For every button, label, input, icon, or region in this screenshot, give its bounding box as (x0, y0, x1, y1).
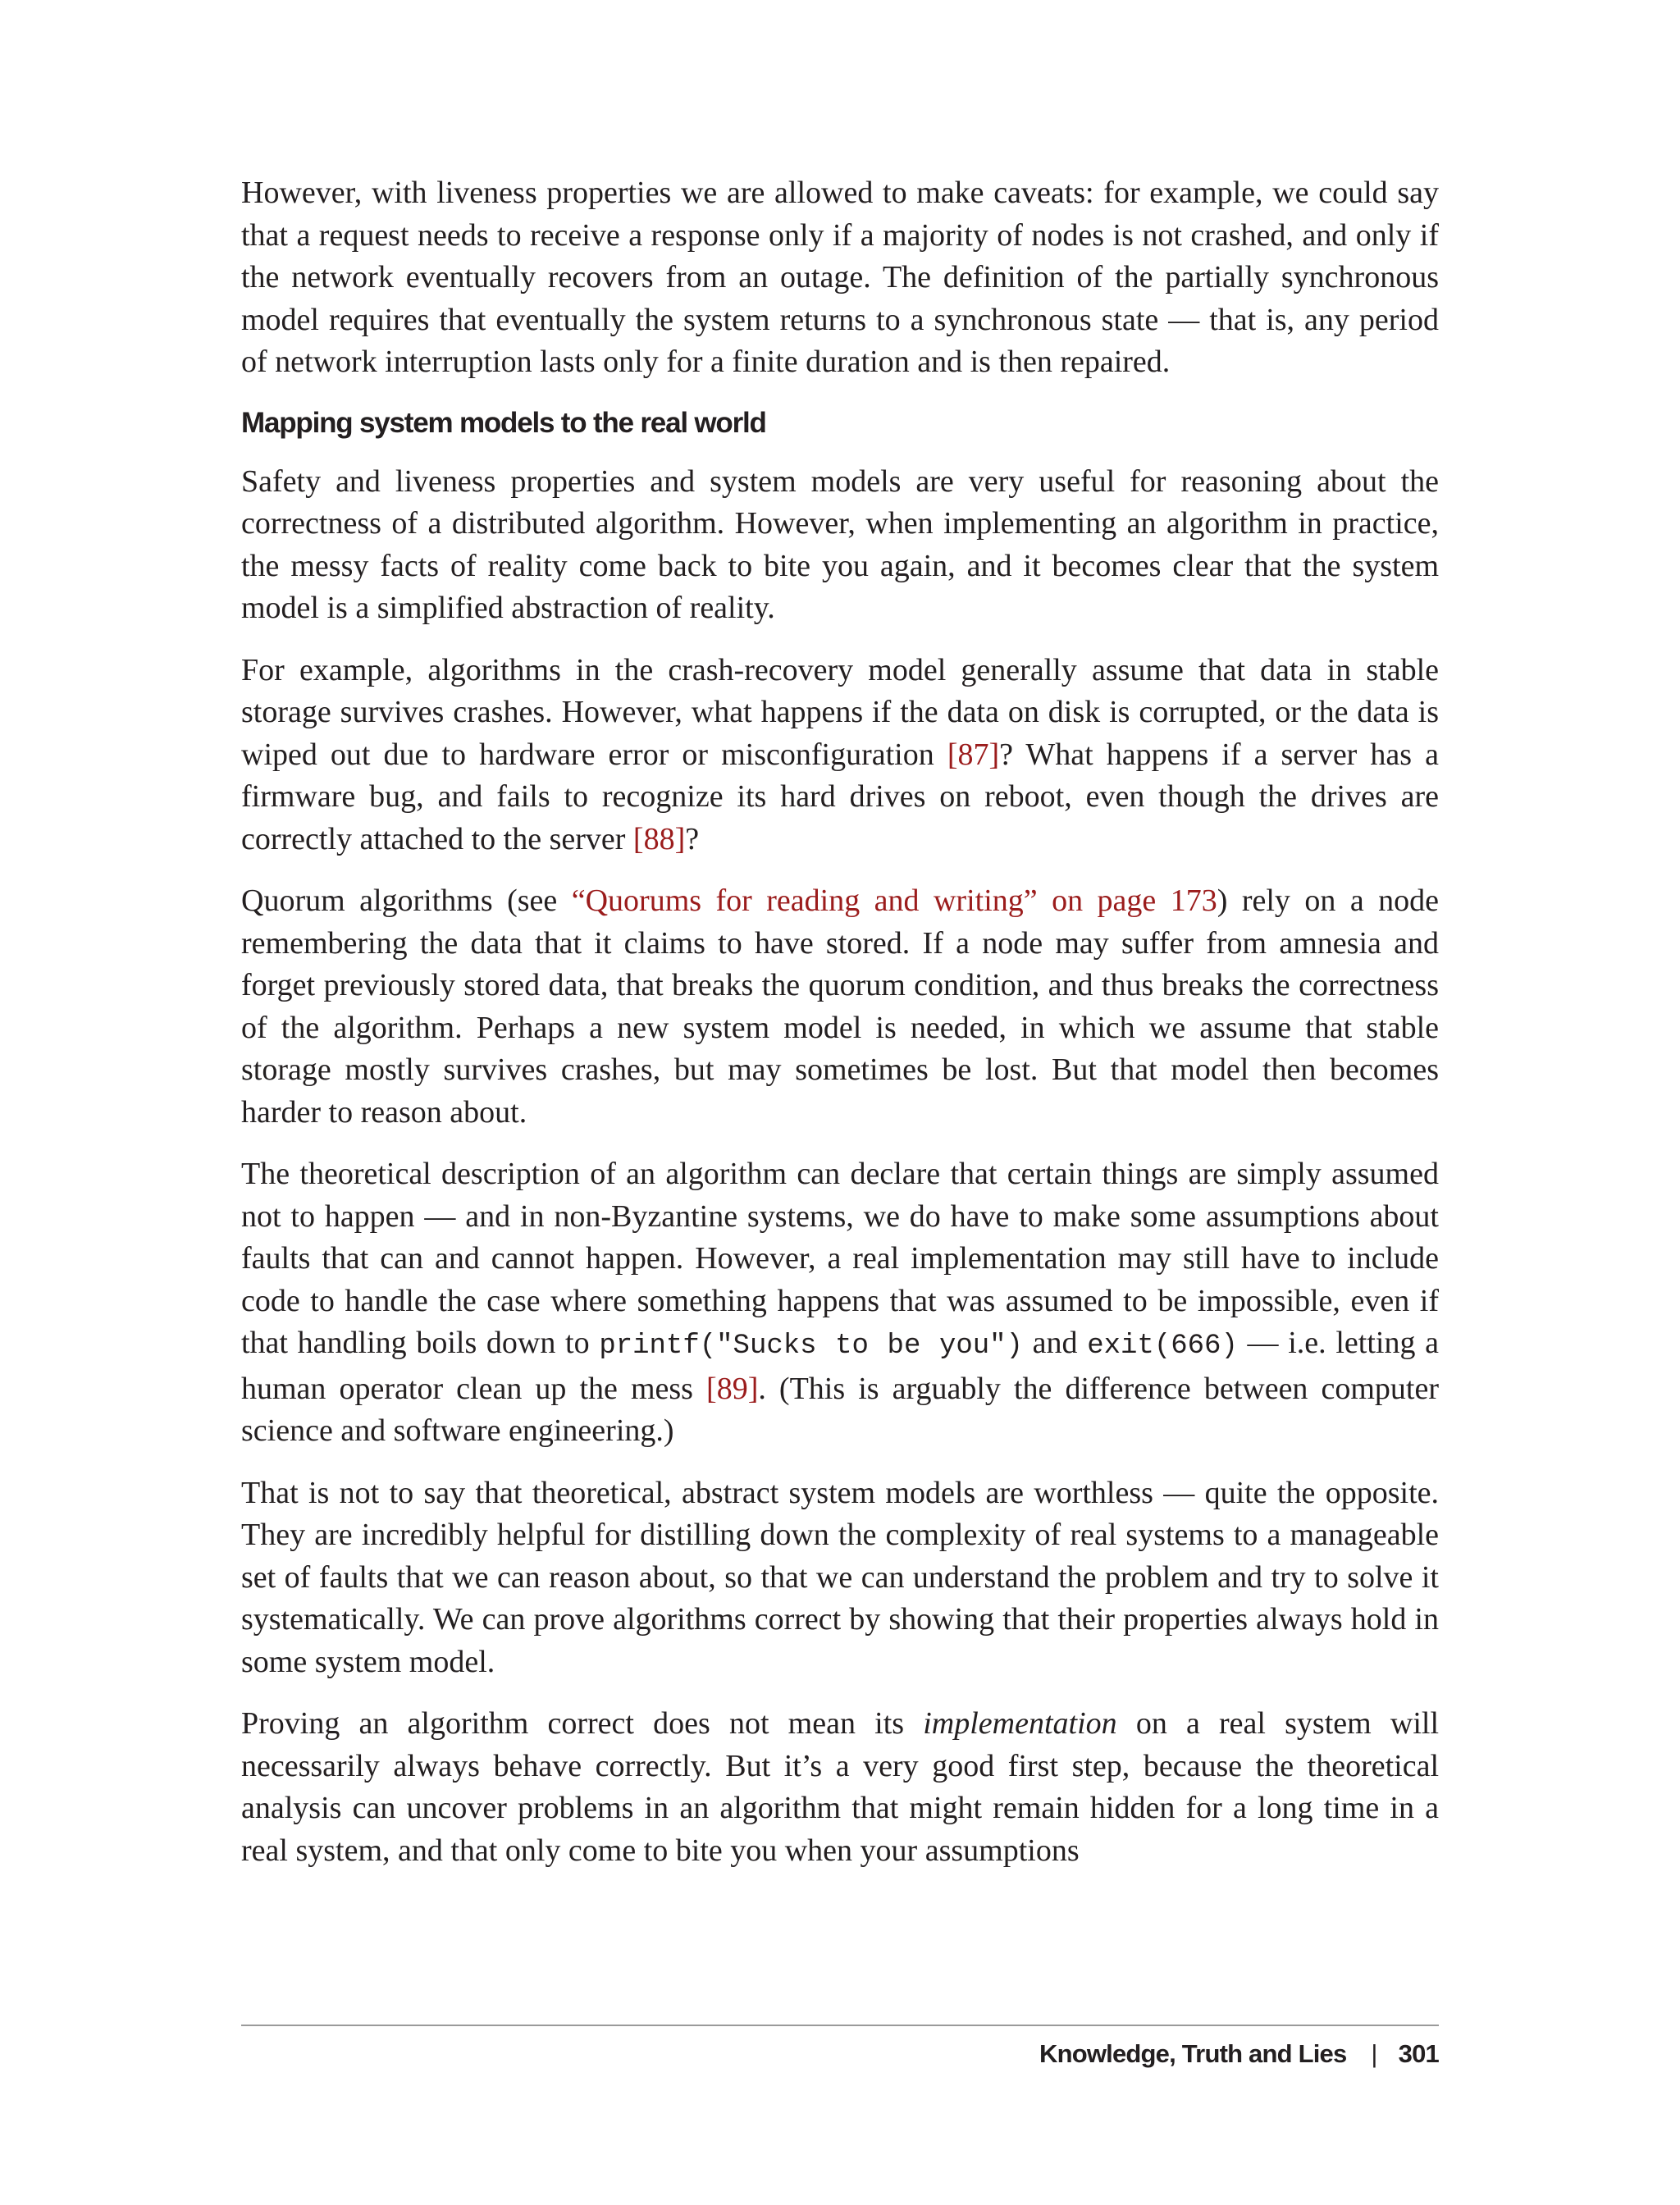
code-printf: printf("Sucks to be you") (599, 1331, 1023, 1362)
footer-chapter-title: Knowledge, Truth and Lies (1039, 2039, 1347, 2068)
paragraph-crash-recovery (241, 650, 1439, 861)
footer-page-number: 301 (1398, 2039, 1439, 2068)
text-run: . (This is arguably the difference between computer science and software engineering.) (241, 1371, 1440, 1448)
paragraph-theoretical-description (241, 1153, 1439, 1453)
cross-reference-link-quorums[interactable]: “Quorums for reading and writing” on page 173 (571, 883, 1217, 918)
paragraph-safety-liveness: Safety and liveness properties and system models are very useful for reasoning about the correctness of a distributed algorithm. However, when implementing an algorithm in practice, the messy facts of reality come back to bite you again, and it becomes clear that the system model is a simplified abstraction of reality. (241, 463, 1439, 625)
section-heading: Mapping system models to the real world (241, 406, 766, 439)
text-run: ? What happens if a server has a firmware bug, and fails to recognize its hard drives on reboot, even though the drives are correctly attached to the server (241, 737, 1439, 856)
paragraph-abstract-models: That is not to say that theoretical, abstract system models are worthless — quite the opposite. They are incredibly helpful for distilling down the complexity of real systems to a manageable set of faults that we can reason about, so that we can understand the problem and try to solve it systematically. We can prove algorithms correct by showing that their properties always hold in some system model. (241, 1475, 1439, 1679)
paragraph-proving-correct (241, 1703, 1439, 1872)
text-run: — i.e. letting a human operator clean up the mess (241, 1326, 1439, 1406)
text-run: The theoretical description of an algorithm can declare that certain things are simply assumed not to happen — and in non-Byzantine systems, we do have to make some assumptions about faults that can and cannot happen. However, a real implementation may still have to include code to handle the case where something happens that was assumed to be impossible, even if that handling boils down to (241, 1157, 1439, 1360)
text-run: ? (685, 821, 700, 856)
page-body (241, 172, 1439, 1892)
reference-link-87[interactable]: [87] (947, 737, 1000, 772)
reference-link-89[interactable]: [89] (706, 1371, 759, 1406)
text-run: For example, algorithms in the crash-recovery model generally assume that data in stable storage survives crashes. However, what happens if the data on disk is corrupted, or the data is wiped out due to hardware error or misconfiguration (241, 652, 1439, 772)
reference-link-88[interactable]: [88] (632, 821, 686, 856)
text-run: Quorum algorithms (see (241, 883, 572, 918)
text-run: on a real system will necessarily always behave correctly. But it’s a very good first step, because the theoretical analysis can uncover problems in an algorithm that might remain hidden for a long time in a real system, and that only come to bite you when your assumptions (241, 1706, 1439, 1868)
footer-separator: | (1371, 2039, 1377, 2068)
paragraph-quorum (241, 880, 1439, 1134)
text-run: Proving an algorithm correct does not mean its (241, 1706, 924, 1741)
paragraph-liveness-caveats: However, with liveness properties we are allowed to make caveats: for example, we could say that a request needs to receive a response only if a majority of nodes is not crashed, and only if the network eventually recovers from an outage. The definition of the partially synchronous model requires that eventually the system returns to a synchronous state — that is, any period of network interruption lasts only for a finite duration and is then repaired. (241, 176, 1439, 379)
footer-divider (241, 2025, 1439, 2026)
emphasis-implementation: implementation (923, 1706, 1117, 1741)
text-run: and (1022, 1326, 1088, 1360)
text-run: ) rely on a node remembering the data that it claims to have stored. If a node may suffer from amnesia and forget previously stored data, that breaks the quorum condition, and thus breaks the correctness of the algorithm. Perhaps a new system model is needed, in which we assume that stable storage mostly survives crashes, but may sometimes be lost. But that model then becomes harder to reason about. (241, 883, 1440, 1130)
page-footer (1039, 2038, 1439, 2070)
code-exit: exit(666) (1087, 1331, 1238, 1362)
